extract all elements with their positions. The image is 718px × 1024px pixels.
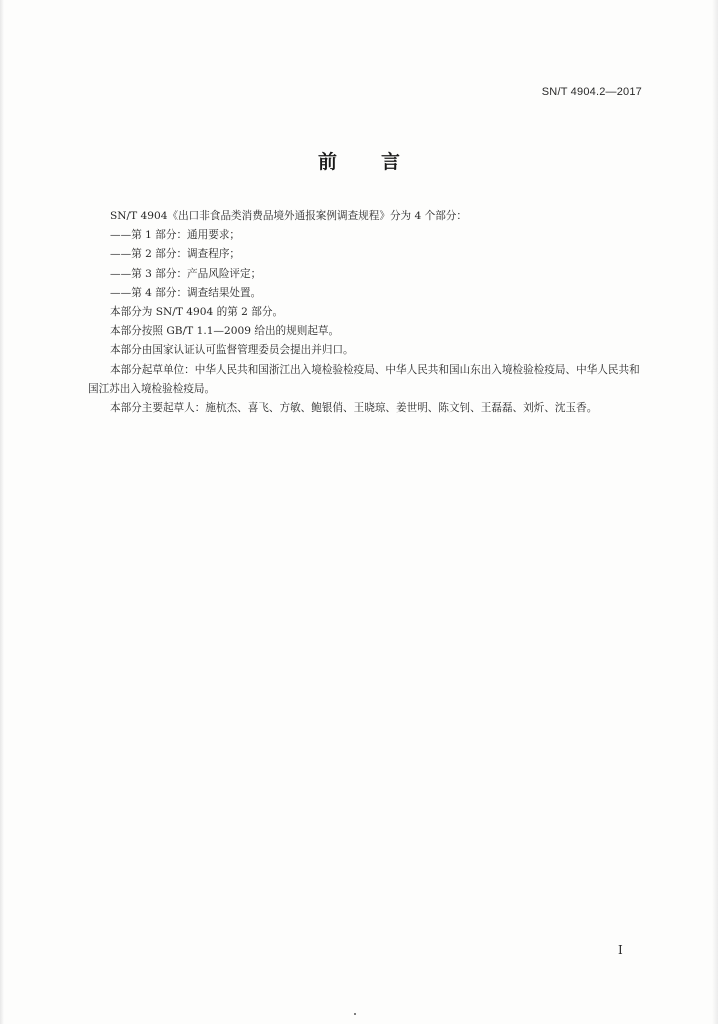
this-part-paragraph: 本部分为 SN/T 4904 的第 2 部分。 xyxy=(110,306,284,319)
document-code: SN/T 4904.2—2017 xyxy=(541,86,642,98)
drafting-rule-paragraph: 本部分按照 GB/T 1.1—2009 给出的规则起草。 xyxy=(110,325,340,338)
part-list-item-2: ——第 2 部分：调查程序； xyxy=(110,248,241,261)
part-list-item-3: ——第 3 部分：产品风险评定； xyxy=(110,267,262,280)
foreword-body xyxy=(88,207,650,418)
scan-speck xyxy=(354,1013,356,1015)
title-char-2: 言 xyxy=(381,151,401,173)
part-list-item-1: ——第 1 部分：通用要求； xyxy=(110,229,241,242)
page-title xyxy=(0,147,718,174)
title-char-1: 前 xyxy=(317,151,337,173)
page-number: I xyxy=(618,943,623,957)
proposed-by-paragraph: 本部分由国家认证认可监督管理委员会提出并归口。 xyxy=(110,344,354,357)
intro-paragraph: SN/T 4904《出口非食品类消费品境外通报案例调查规程》分为 4 个部分： xyxy=(110,210,467,222)
part-list-item-4: ——第 4 部分：调查结果处置。 xyxy=(110,286,262,299)
drafters-paragraph: 本部分主要起草人：施杭杰、喜飞、方敏、鲍银俏、王晓琼、姜世明、陈文钊、王磊磊、刘炘、沈玉香。 xyxy=(110,402,598,415)
drafting-units-paragraph: 本部分起草单位：中华人民共和国浙江出入境检验检疫局、中华人民共和国山东出入境检验检疫局、中华人民共和国江苏出入境检验检疫局。 xyxy=(88,363,640,395)
